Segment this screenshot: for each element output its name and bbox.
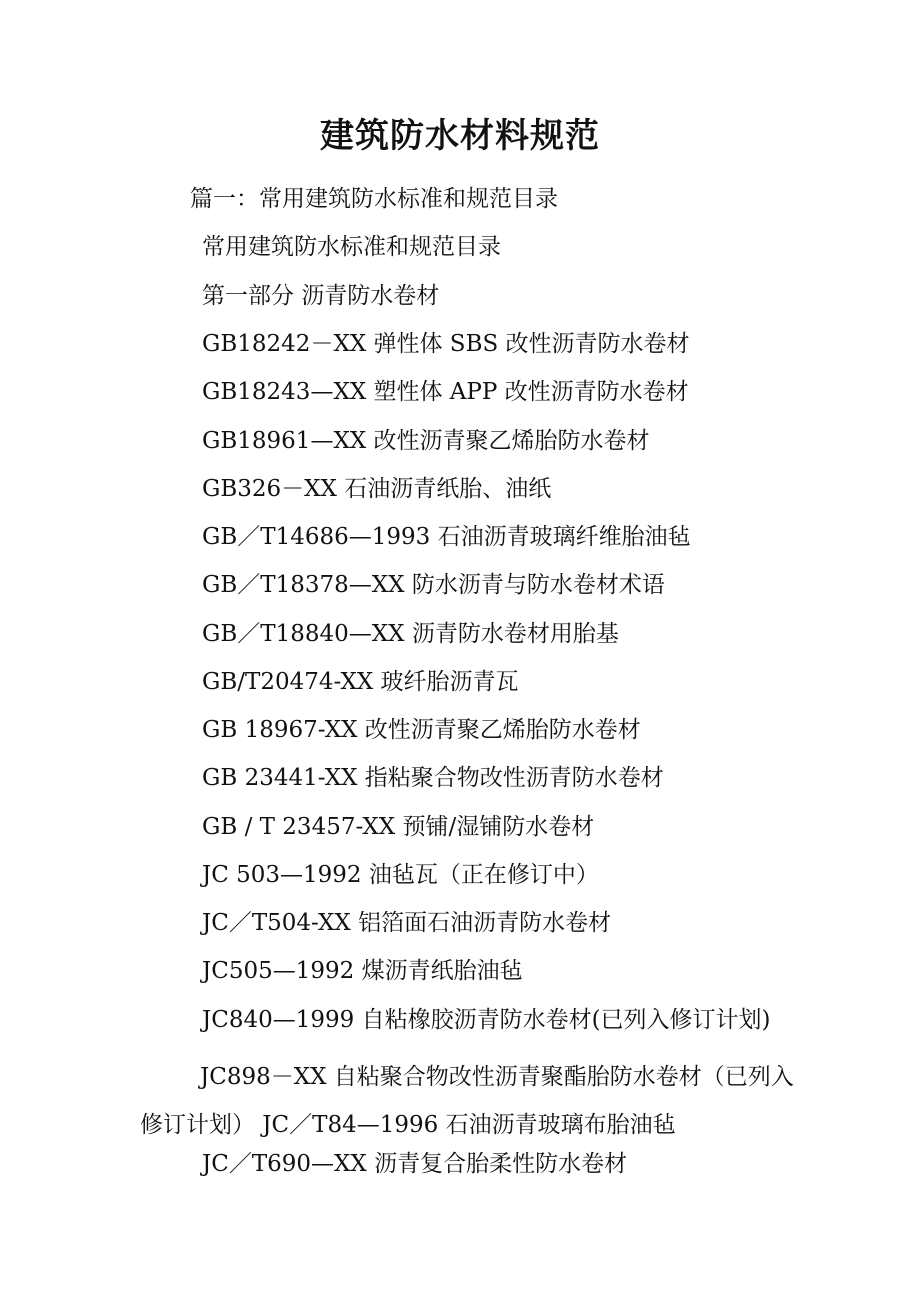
subheading: 常用建筑防水标准和规范目录 [202, 234, 501, 260]
standard-entry: GB／T18378—XX 防水沥青与防水卷材术语 [202, 572, 665, 598]
standard-entry: GB／T14686—1993 石油沥青玻璃纤维胎油毡 [202, 524, 691, 550]
standard-entry: JC 503—1992 油毡瓦（正在修订中） [202, 862, 599, 888]
standard-entry: JC／T690—XX 沥青复合胎柔性防水卷材 [202, 1151, 628, 1177]
standard-entry: GB / T 23457-XX 预铺/湿铺防水卷材 [202, 814, 595, 840]
standard-entry: GB／T18840—XX 沥青防水卷材用胎基 [202, 621, 619, 647]
standard-entry: GB326－XX 石油沥青纸胎、油纸 [202, 476, 552, 502]
standard-entry: JC／T504-XX 铝箔面石油沥青防水卷材 [202, 910, 612, 936]
standard-entry: JC505—1992 煤沥青纸胎油毡 [202, 958, 523, 984]
standard-entry: GB 18967-XX 改性沥青聚乙烯胎防水卷材 [202, 717, 641, 743]
section-heading: 篇一：常用建筑防水标准和规范目录 [190, 186, 558, 212]
standard-entry: JC840—1999 自粘橡胶沥青防水卷材(已列入修订计划) [202, 1007, 771, 1033]
standard-entry: GB18242－XX 弹性体 SBS 改性沥青防水卷材 [202, 331, 690, 357]
standard-entry: GB18961—XX 改性沥青聚乙烯胎防水卷材 [202, 428, 650, 454]
wrapped-entry-paragraph: JC898－XX 自粘聚合物改性沥青聚酯胎防水卷材（已列入修订计划） JC／T84—1996 石油沥青玻璃布胎油毡 [140, 1064, 794, 1138]
standard-entry: GB 23441-XX 指粘聚合物改性沥青防水卷材 [202, 765, 664, 791]
document-title: 建筑防水材料规范 [320, 116, 600, 156]
standard-entry: GB/T20474-XX 玻纤胎沥青瓦 [202, 669, 519, 695]
standard-entry: GB18243—XX 塑性体 APP 改性沥青防水卷材 [202, 379, 689, 405]
part-heading: 第一部分 沥青防水卷材 [202, 283, 440, 309]
